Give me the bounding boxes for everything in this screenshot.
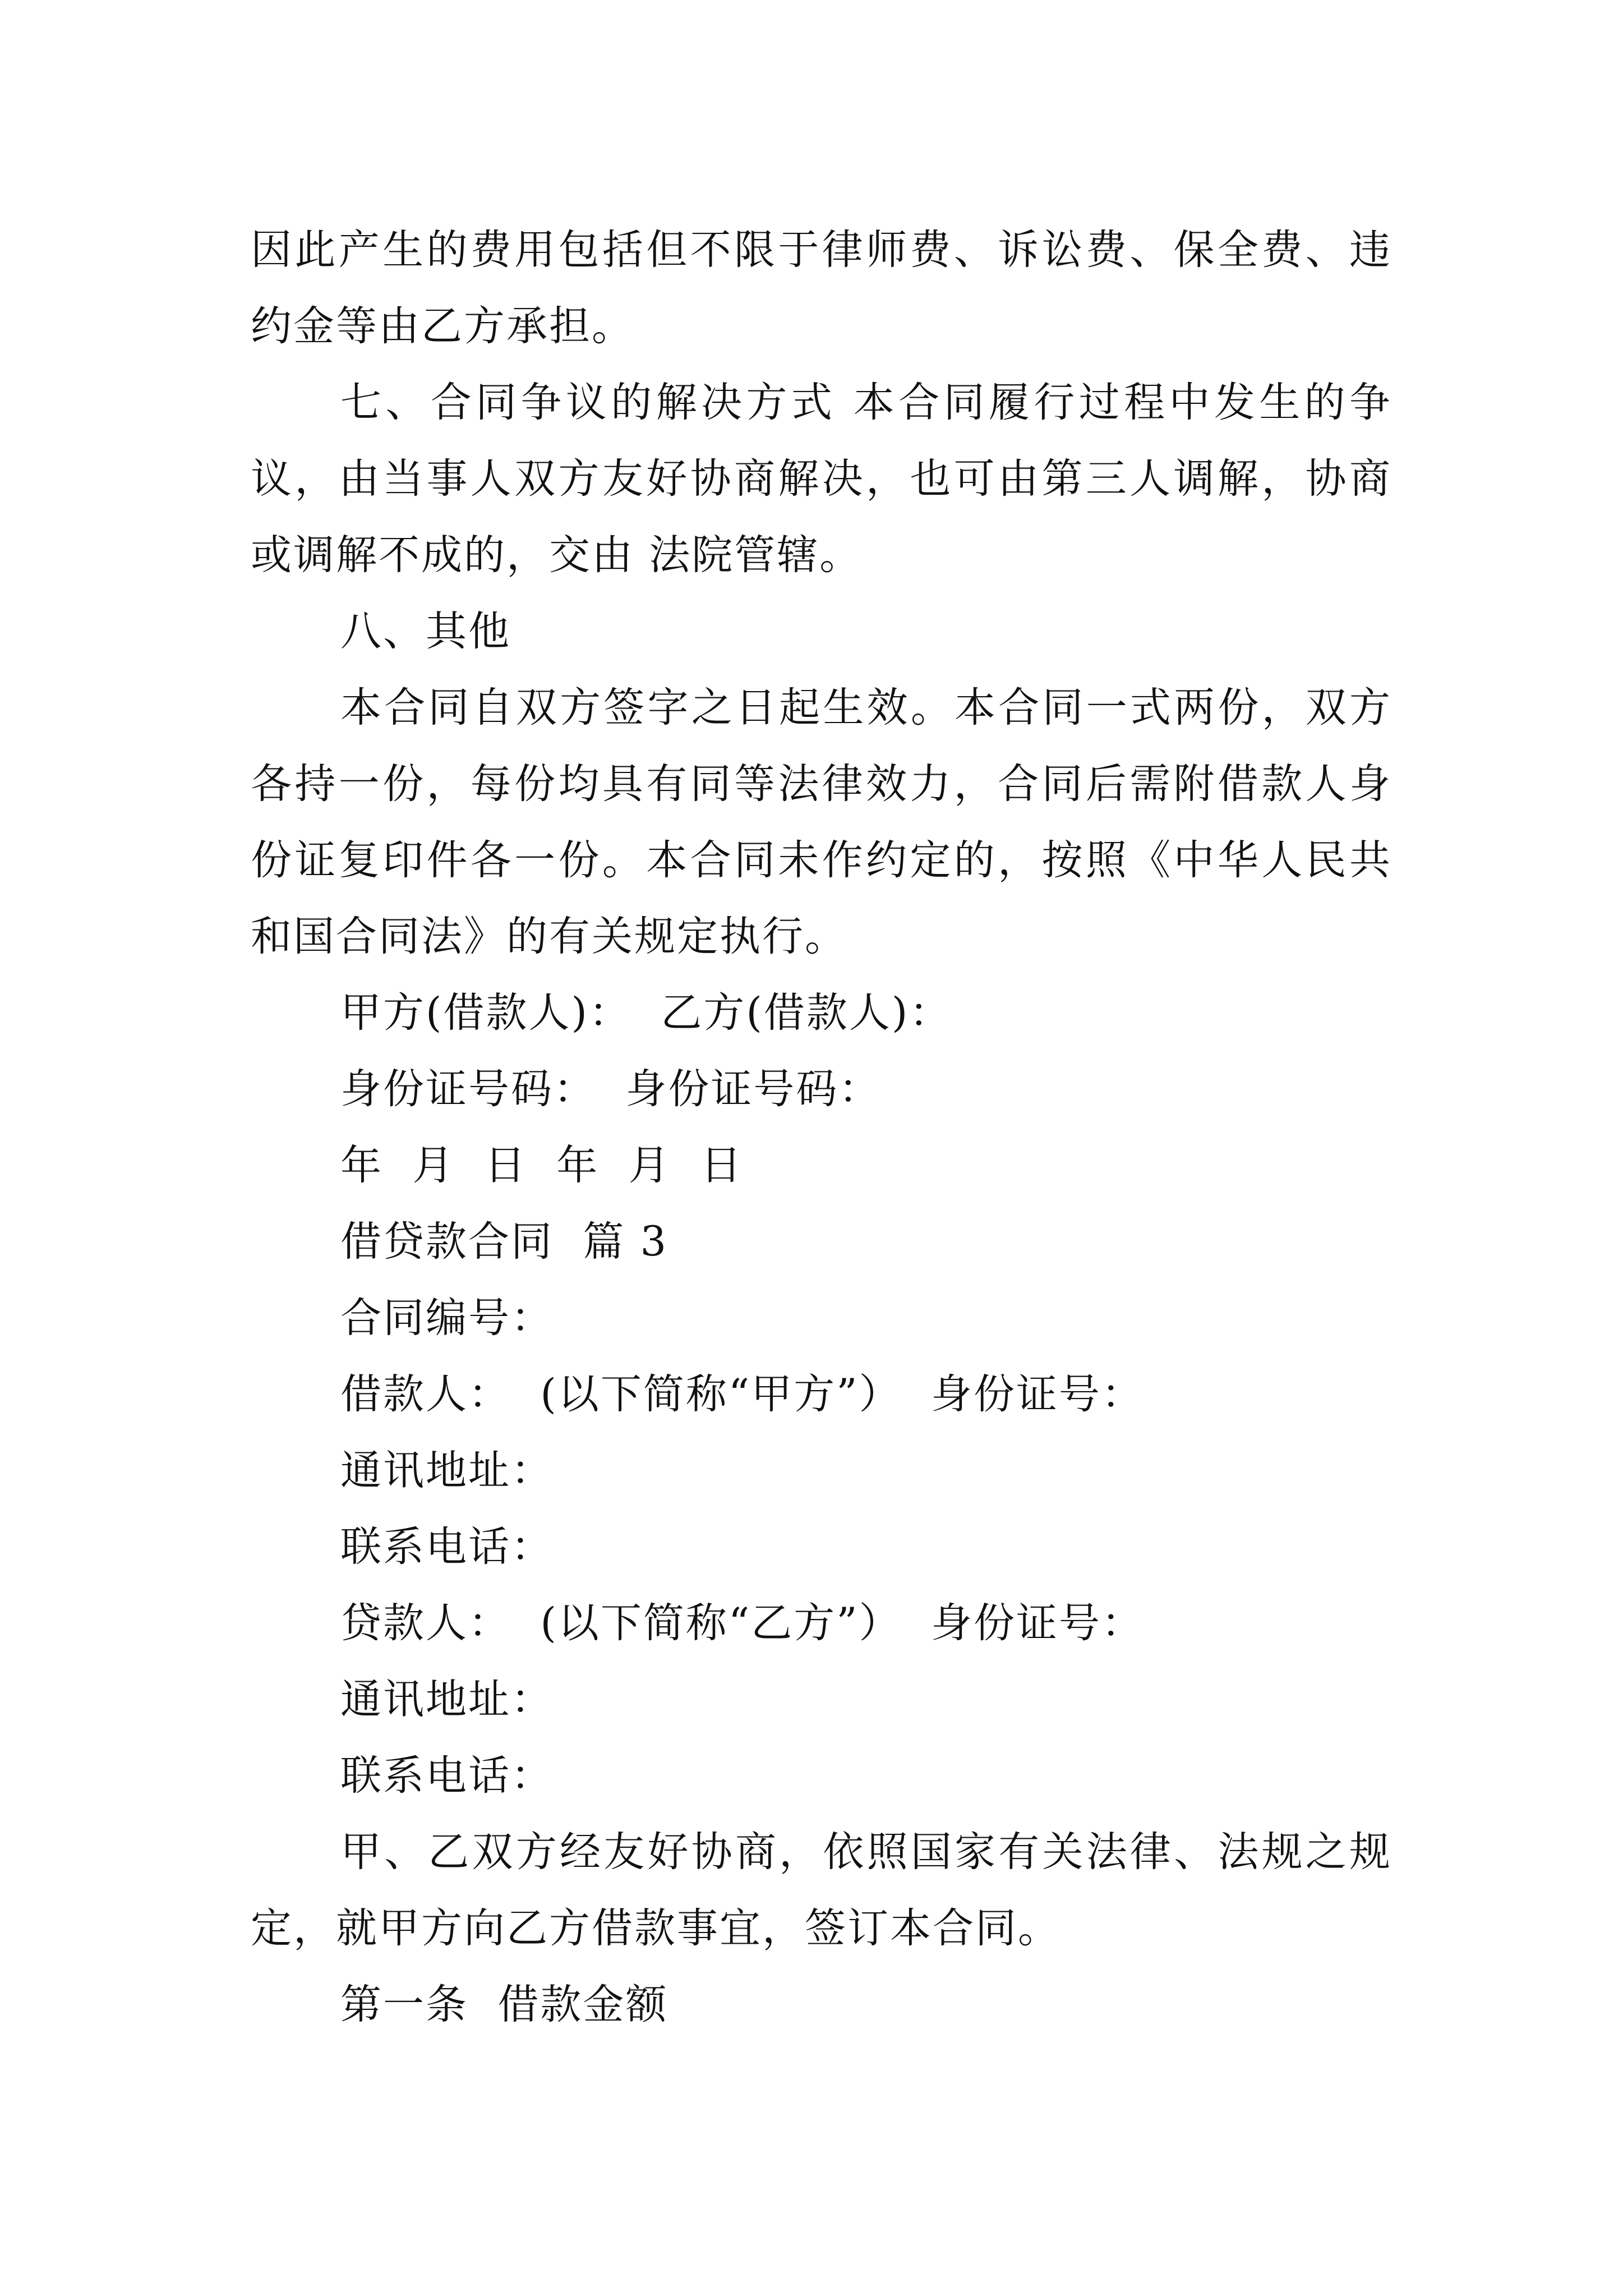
lender-phone-field: 联系电话：	[340, 1752, 554, 1800]
lender-address-field: 通讯地址：	[340, 1676, 554, 1723]
heading-other: 八、其他	[340, 608, 511, 655]
article-1-heading: 第一条 借款金额	[340, 1981, 668, 2028]
paragraph-fee-clause-continuation: 因此产生的费用包括但不限于律师费、诉讼费、保全费、违约金等由乙方承担。	[251, 226, 1392, 350]
borrower-field: 借款人： (以下简称“甲方”） 身份证号：	[340, 1370, 1144, 1418]
date-line: 年 月 日 年 月 日	[340, 1142, 744, 1189]
contract-title-part-3: 借贷款合同 篇 3	[340, 1218, 668, 1266]
paragraph-effectiveness: 本合同自双方签字之日起生效。本合同一式两份，双方各持一份，每份均具有同等法律效力，合同后需附借款人身份证复印件各一份。本合同未作约定的，按照《中华人民共和国合同法》的有关规定执行。	[251, 684, 1392, 960]
document-body	[251, 212, 1392, 2043]
signature-parties-line: 甲方(借款人)： 乙方(借款人)：	[340, 989, 952, 1037]
lender-field: 贷款人： (以下简称“乙方”） 身份证号：	[340, 1599, 1144, 1647]
borrower-phone-field: 联系电话：	[340, 1523, 554, 1571]
contract-number-field: 合同编号：	[340, 1294, 554, 1342]
id-number-line: 身份证号码： 身份证号码：	[340, 1065, 882, 1113]
paragraph-dispute-resolution: 七、合同争议的解决方式 本合同履行过程中发生的争议，由当事人双方友好协商解决，也可由第三人调解，协商或调解不成的，交由 法院管辖。	[251, 379, 1392, 579]
borrower-address-field: 通讯地址：	[340, 1447, 554, 1494]
paragraph-agreement-preamble: 甲、乙双方经友好协商，依照国家有关法律、法规之规定，就甲方向乙方借款事宜，签订本合同。	[251, 1828, 1392, 1952]
